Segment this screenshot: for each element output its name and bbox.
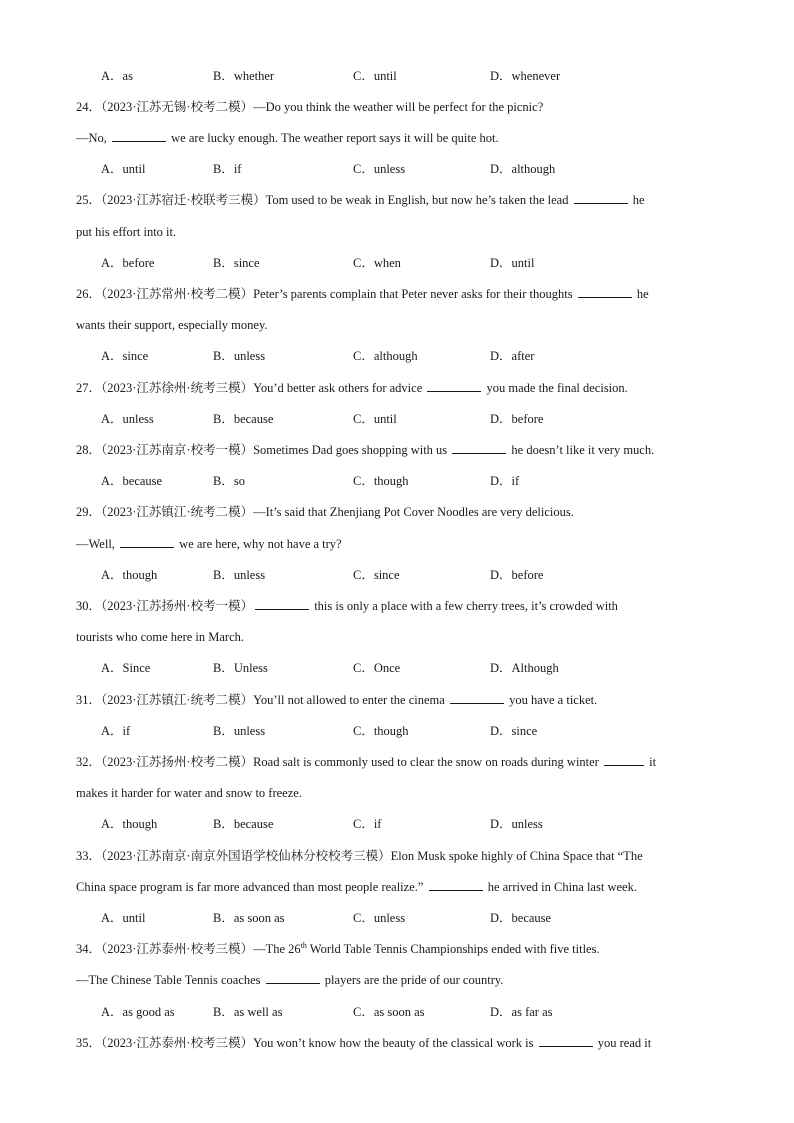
question-26-stem: 26．（2023·江苏常州·校考二模）Peter’s parents complain that Peter never asks for their thoughts he [76, 287, 649, 301]
question-28-stem: 28．（2023·江苏南京·校考一模）Sometimes Dad goes shopping with us he doesn’t like it very much. [76, 443, 655, 457]
option-d: D．as far as [490, 1005, 553, 1019]
option-a: A．Since [101, 661, 151, 675]
option-b: B．as well as [213, 1005, 283, 1019]
option-a: A．since [101, 349, 149, 363]
question-27-stem: 27．（2023·江苏徐州·统考三模）You’d better ask others for advice you made the final decision. [76, 381, 628, 395]
option-b: B．unless [213, 724, 266, 738]
option-c: C．unless [353, 911, 406, 925]
question-29-reply: —Well, we are here, why not have a try? [76, 537, 342, 551]
option-c: C．though [353, 724, 409, 738]
option-a: A．until [101, 162, 146, 176]
option-d: D．because [490, 911, 552, 925]
option-b: B．whether [213, 69, 275, 83]
option-c: C．until [353, 412, 397, 426]
option-d: D．whenever [490, 69, 561, 83]
answer-blank [452, 442, 506, 454]
option-b: B．as soon as [213, 911, 285, 925]
option-c: C．Once [353, 661, 401, 675]
question-26-stem-cont: wants their support, especially money. [76, 318, 268, 332]
question-24-reply: —No, we are lucky enough. The weather report says it will be quite hot. [76, 131, 499, 145]
question-34-reply: —The Chinese Table Tennis coaches players are the pride of our country. [76, 973, 504, 987]
option-c: C．although [353, 349, 418, 363]
question-30-stem-cont: tourists who come here in March. [76, 630, 245, 644]
option-d: D．Although [490, 661, 559, 675]
question-31-stem: 31．（2023·江苏镇江·统考二模）You’ll not allowed to enter the cinema you have a ticket. [76, 693, 598, 707]
option-d: D．unless [490, 817, 543, 831]
option-a: A．unless [101, 412, 154, 426]
question-32-stem: 32．（2023·江苏扬州·校考二模）Road salt is commonly used to clear the snow on roads during winter it [76, 755, 657, 769]
option-b: B．because [213, 817, 274, 831]
option-b: B．Unless [213, 661, 268, 675]
question-34-stem: 34．（2023·江苏泰州·校考三模）—The 26th World Table Tennis Championships ended with five titles. [76, 940, 600, 956]
option-a: A．because [101, 474, 163, 488]
question-29-stem: 29．（2023·江苏镇江·统考二模）—It’s said that Zhenjiang Pot Cover Noodles are very delicious. [76, 505, 574, 519]
option-a: A．though [101, 568, 158, 582]
answer-blank [578, 286, 632, 298]
question-30-stem: 30．（2023·江苏扬州·校考一模） this is only a place with a few cherry trees, it’s crowded with [76, 599, 618, 613]
option-a: A．before [101, 256, 155, 270]
answer-blank [539, 1035, 593, 1047]
answer-blank [266, 972, 320, 984]
question-35-stem: 35．（2023·江苏泰州·校考三模）You won’t know how the beauty of the classical work is you read it [76, 1036, 652, 1050]
question-32-stem-cont: makes it harder for water and snow to freeze. [76, 786, 302, 800]
option-d: D．before [490, 568, 544, 582]
option-a: A．as good as [101, 1005, 175, 1019]
option-d: D．before [490, 412, 544, 426]
question-24-stem: 24．（2023·江苏无锡·校考二模）—Do you think the weather will be perfect for the picnic? [76, 100, 544, 114]
option-c: C．if [353, 817, 382, 831]
option-d: D．until [490, 256, 535, 270]
option-d: D．although [490, 162, 556, 176]
answer-blank [120, 536, 174, 548]
answer-blank [112, 130, 166, 142]
option-c: C．though [353, 474, 409, 488]
option-c: C．unless [353, 162, 406, 176]
option-d: D．if [490, 474, 520, 488]
option-a: A．though [101, 817, 158, 831]
option-a: A．if [101, 724, 131, 738]
option-a: A．until [101, 911, 146, 925]
option-b: B．so [213, 474, 245, 488]
answer-blank [429, 879, 483, 891]
option-d: D．after [490, 349, 535, 363]
option-c: C．until [353, 69, 397, 83]
question-33-stem: 33．（2023·江苏南京·南京外国语学校仙林分校校考三模）Elon Musk spoke highly of China Space that “The [76, 849, 643, 863]
answer-blank [574, 192, 628, 204]
option-b: B．because [213, 412, 274, 426]
question-33-stem-cont: China space program is far more advanced than most people realize.” he arrived in China last week. [76, 880, 637, 894]
answer-blank [450, 692, 504, 704]
ordinal-suffix: th [300, 940, 307, 950]
answer-blank [427, 380, 481, 392]
option-b: B．since [213, 256, 260, 270]
answer-blank [604, 754, 644, 766]
option-a: A．as [101, 69, 133, 83]
question-25-stem: 25．（2023·江苏宿迁·校联考三模）Tom used to be weak in English, but now he’s taken the lead he [76, 193, 645, 207]
option-c: C．as soon as [353, 1005, 425, 1019]
option-c: C．since [353, 568, 400, 582]
option-b: B．unless [213, 349, 266, 363]
answer-blank [255, 598, 309, 610]
option-d: D．since [490, 724, 538, 738]
question-25-stem-cont: put his effort into it. [76, 225, 177, 239]
option-b: B．unless [213, 568, 266, 582]
option-b: B．if [213, 162, 242, 176]
option-c: C．when [353, 256, 401, 270]
